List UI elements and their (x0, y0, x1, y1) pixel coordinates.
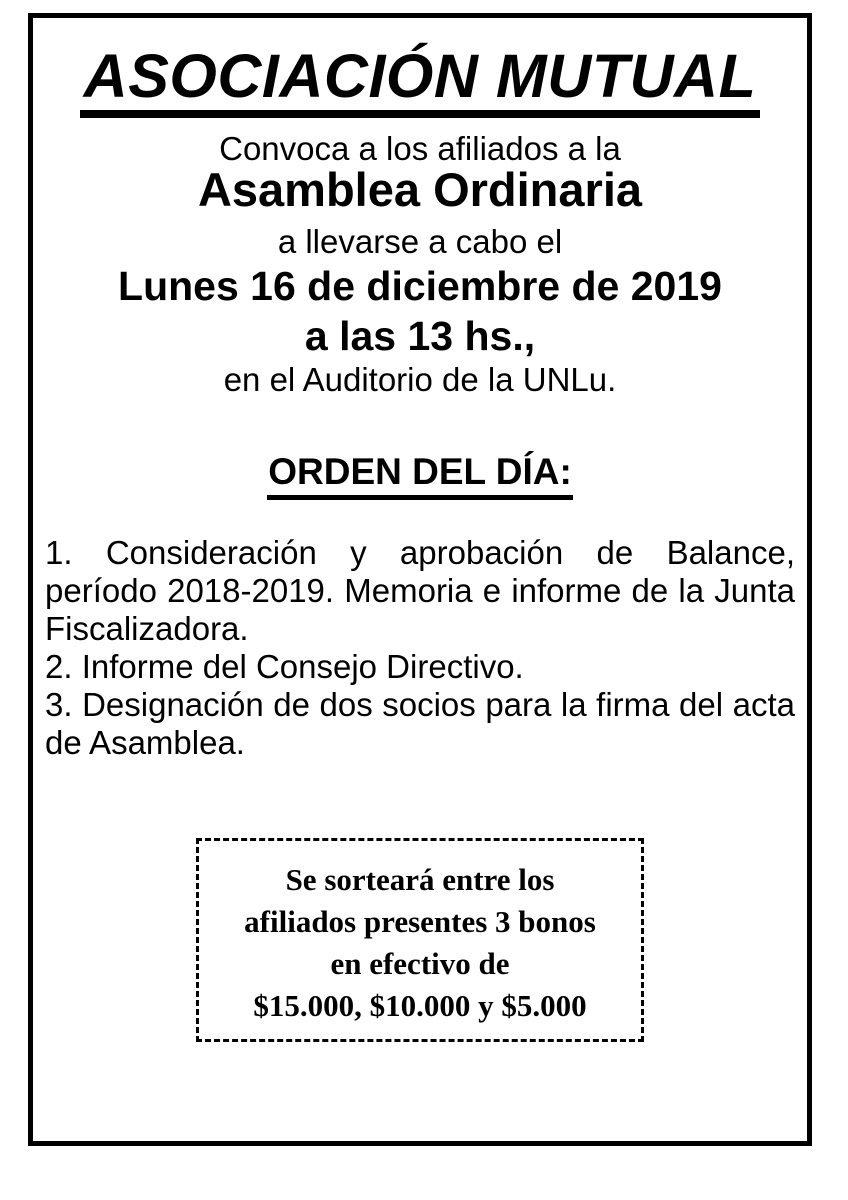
raffle-line-1: Se sorteará entre los (285, 861, 555, 897)
raffle-line-4: $15.000, $10.000 y $5.000 (253, 987, 587, 1023)
agenda-item-3: 3. Designación de dos socios para la firma del acta de Asamblea. (45, 685, 795, 761)
page-title: ASOCIACIÓN MUTUAL (80, 46, 761, 118)
agenda-heading: ORDEN DEL DÍA: (267, 453, 573, 500)
agenda-heading-row (43, 453, 797, 500)
event-time: a las 13 hs., (304, 313, 536, 359)
raffle-line-3: en efectivo de (330, 945, 510, 981)
assembly-title: Asamblea Ordinaria (197, 163, 643, 216)
convocation-lead: a llevarse a cabo el (277, 223, 563, 260)
raffle-line-2: afiliados presentes 3 bonos (244, 903, 596, 939)
raffle-box (196, 838, 644, 1042)
event-date: Lunes 16 de diciembre de 2019 (118, 263, 722, 309)
agenda-item-2: 2. Informe del Consejo Directivo. (45, 647, 524, 685)
agenda-list (45, 534, 795, 762)
convocation-intro: Convoca a los afiliados a la (219, 130, 621, 167)
page-title-row (43, 42, 797, 118)
event-venue: en el Auditorio de la UNLu. (223, 361, 617, 398)
agenda-item-1: 1. Consideración y aprobación de Balance, período 2018-2019. Memoria e informe de la Junta Fiscalizadora. (45, 533, 795, 647)
page-border-frame (28, 13, 812, 1146)
